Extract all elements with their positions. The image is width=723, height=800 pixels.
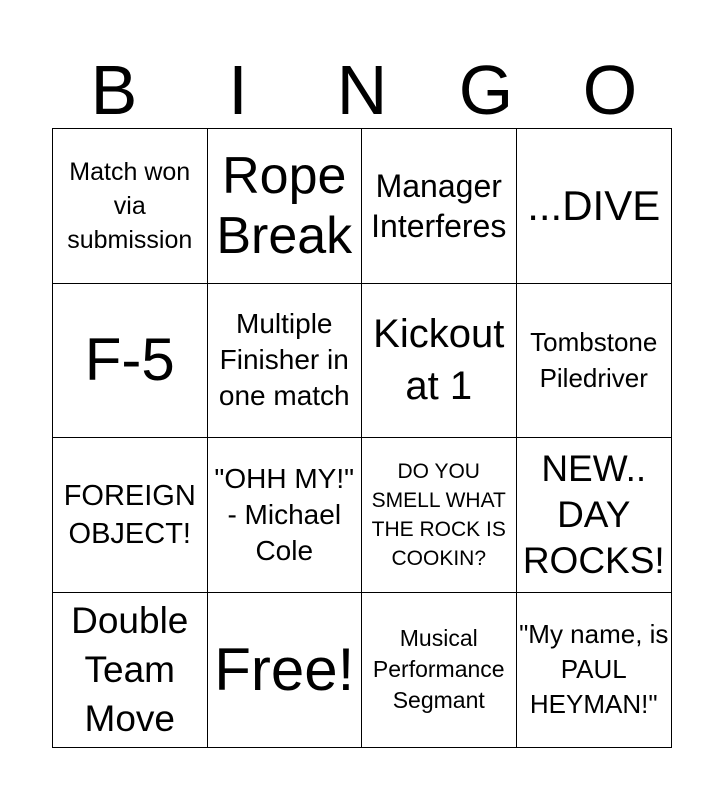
bingo-cell[interactable] [362,129,517,284]
cell-text: Rope Break [216,146,353,265]
bingo-cell[interactable] [208,593,363,748]
header-letter-i: I [228,51,248,129]
cell-text: Manager Interferes [371,167,507,244]
bingo-cell[interactable] [208,129,363,284]
bingo-board [52,128,672,748]
bingo-cell[interactable] [517,129,672,284]
bingo-cell[interactable] [53,129,208,284]
bingo-cell[interactable] [208,438,363,593]
header-letter-b: B [90,51,138,129]
cell-text: FOREIGN OBJECT! [63,479,196,550]
cell-text: Free! [214,635,355,703]
bingo-cell[interactable] [517,593,672,748]
bingo-cell[interactable] [362,438,517,593]
cell-text: "My name, is PAUL HEYMAN!" [519,619,669,720]
bingo-cell[interactable] [208,284,363,439]
header-letter-g: G [458,51,514,129]
bingo-header [52,52,672,128]
cell-text: F-5 [84,326,175,394]
cell-text: ...DIVE [527,181,661,229]
cell-text: Musical Performance Segmant [372,625,505,714]
bingo-cell[interactable] [362,284,517,439]
header-letter-o: O [582,51,638,129]
bingo-cell[interactable] [53,593,208,748]
cell-text: NEW.. DAY ROCKS! [522,447,665,581]
bingo-cell[interactable] [517,438,672,593]
cell-text: Double Team Move [71,600,189,740]
bingo-cell[interactable] [53,284,208,439]
cell-text: DO YOU SMELL WHAT THE ROCK IS COOKIN? [371,459,506,570]
cell-text: Tombstone Piledriver [530,327,658,394]
bingo-cell[interactable] [517,284,672,439]
bingo-cell[interactable] [53,438,208,593]
header-letter-n: N [336,51,388,129]
cell-text: Multiple Finisher in one match [218,308,350,412]
cell-text: Match won via submission [67,157,193,254]
cell-text: "OHH MY!" - Michael Cole [214,462,355,566]
cell-text: Kickout at 1 [373,312,505,409]
bingo-cell[interactable] [362,593,517,748]
